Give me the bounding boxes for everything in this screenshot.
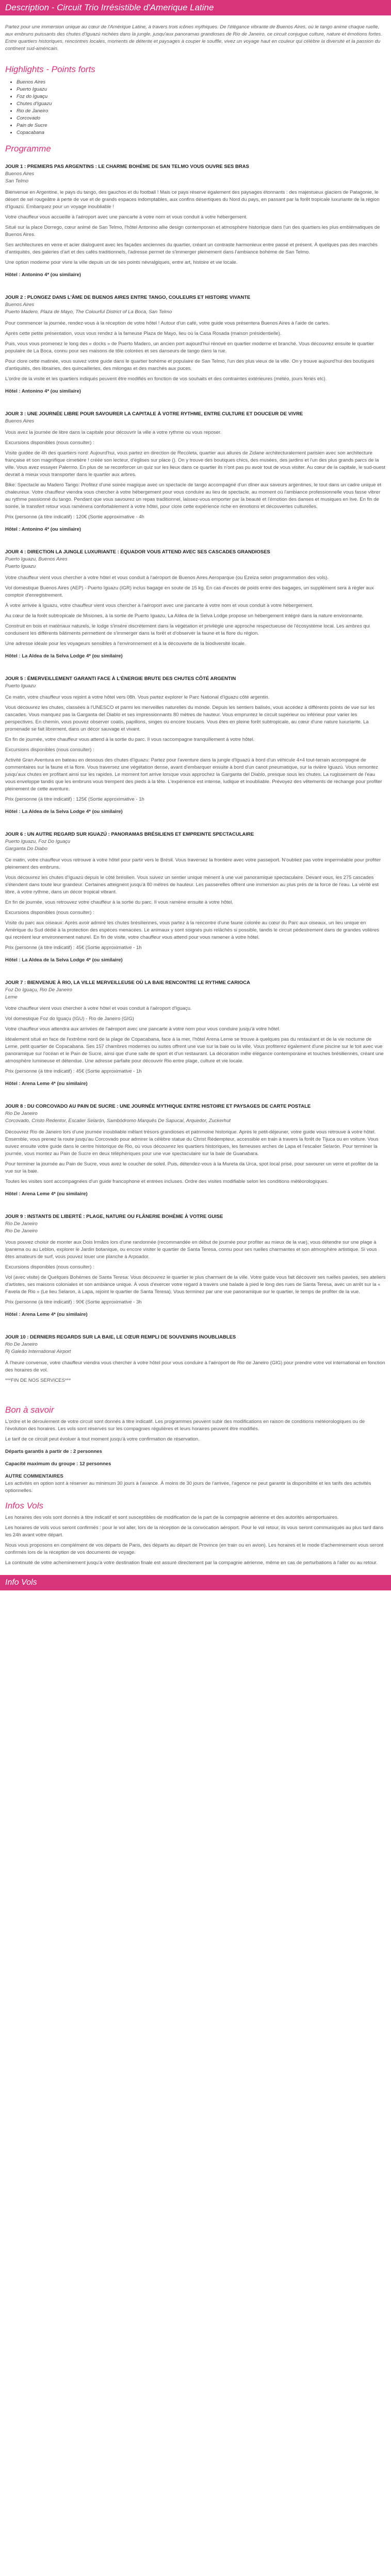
info-paragraph: La continuité de votre acheminement jusqu'à votre destination finale est assuré directement par la compagnie aérienne, même en cas de perturbations à l'aller ou au retour. bbox=[5, 1560, 378, 1566]
day-paragraph: Vol (avec visite) de Quelques Bohèmes de Santa Teresa: Vous découvrez le quartier le plus charmant de la ville. Votre guide vous fait découvrir ses ruelles pavées, ses ateliers d'artistes, ses maisons coloniales et son ambiance unique. À vous d'exercer votre regard à travers une balade à pied le long des rues de Santa Teresa, avec un arrêt sur la « Favela de Rio » (Le lieu Selaron, à Lapa, rejoint le quartier de Santa Teresa). Vous terminez par une vue panoramique sur le quartier, le temps de profiter de la vue. bbox=[5, 1275, 386, 1295]
day-paragraph: En fin de journée, votre chauffeur vous attend à la sortie du parc. Il vous raccompagne tranquillement à votre hôtel. bbox=[5, 737, 255, 742]
hotel-label: Hôtel : bbox=[5, 1191, 22, 1197]
bon-title: Bon à savoir bbox=[5, 1405, 54, 1415]
programme-days bbox=[0, 163, 391, 1396]
day-hotel bbox=[5, 808, 386, 816]
day-paragraph: Vous découvrez les chutes, classées à l'UNESCO et parmi les merveilles naturelles du monde. Depuis les sentiers balisés, vous accédez à différents points de vue sur les cascades. Vous manquez pas la Garganta del Diablo et ses impressionnants 80 mètres de hauteur. Vous empruntez le circuit supérieur ou inférieur pour varier les perspectives. En chemin, vous pouvez observer coatis, papillons, singes ou encore toucans. Vous êtes en pleine forêt subtropicale, au cœur d'une nature luxuriante. La promenade se fait librement, dans un décor sauvage et vivant. bbox=[5, 705, 375, 732]
day-place: Rio De Janeiro bbox=[5, 1221, 38, 1227]
day-block bbox=[5, 163, 386, 287]
highlight-item: • Copacabana bbox=[17, 129, 391, 137]
info-paragraph: Les horaires des vols sont donnés à titre indicatif et sont susceptibles de modification de la part de la compagnie aérienne et des autorités aéroportuaires. bbox=[5, 1515, 339, 1520]
spacer bbox=[5, 1318, 386, 1327]
day-place: Puerto Iguazu, Buenos Aires bbox=[5, 556, 68, 562]
hotel-label: Hôtel : bbox=[5, 957, 22, 963]
day-hotel bbox=[5, 526, 386, 533]
day-paragraph: Votre chauffeur vous accueille à l'aéroport avec une pancarte à votre nom et vous conduit à votre hébergement. bbox=[5, 214, 248, 220]
day-paragraph: Ce matin, votre chauffeur vous retrouve à votre hôtel pour partir vers le Brésil. Vous traversez la frontière avec votre passeport. N'oubliez pas votre imperméable pour profiter pleinement des embruns. bbox=[5, 857, 381, 870]
spacer bbox=[5, 853, 386, 857]
day-paragraph: Vol domestique Foz do Iguaçu (IGU) - Rio de Janeiro (GIG) bbox=[5, 1016, 134, 1022]
day-title: JOUR 2 : PLONGEZ DANS L'ÂME DE BUENOS AIRES ENTRE TANGO, COULEURS ET HISTOIRE VIVANTE bbox=[5, 295, 251, 300]
bon-section bbox=[0, 1418, 391, 1495]
day-title: JOUR 8 : DU CORCOVADO AU PAIN DE SUCRE : UNE JOURNÉE MYTHIQUE ENTRE HISTOIRE ET PAYSAGES DE CARTE POSTALE bbox=[5, 1104, 311, 1109]
bon-extra: Les activités en option sont à réserver au minimum 30 jours à l'avance. À moins de 30 jours de l'arrivée, l'agence ne peut garantir la disponibilité et les tarifs des activités optionnelles. bbox=[5, 1481, 371, 1494]
day-paragraph: Activité Gran Aventura en bateau en dessous des chutes d'Iguazu: Partez pour l'aventure dans la jungle d'Iguazú à bord d'un véhicule 4×4 tout-terrain accompagné de commentaires sur la faune et la flore. Vous traversez une végétation dense, avant d'embarquer ensuite à bord d'un canot pneumatique, sur la rivière Iguazú. Vous remontez jusqu'aux chutes en profitant ainsi sur les rapides. Le moment fort arrive lorsque vous approchez la Garganta del Diablo, presque sous les chutes. La rugissement de l'eau vous enveloppe tandis que les embruns vous trempent des pieds à la tête. L'expérience est intense, ludique et inoubliable. Prévoyez des vêtements de rechange pour profiter pleinement de cette aventure. bbox=[5, 757, 382, 792]
header-bar bbox=[0, 0, 391, 15]
spacer bbox=[5, 533, 386, 541]
spacer bbox=[5, 1387, 386, 1396]
day-sub: Puerto Iguazu bbox=[5, 564, 36, 569]
spacer bbox=[5, 279, 386, 287]
day-paragraph: À votre arrivée à Iguazu, votre chauffeur vient vous chercher à l'aéroport avec une pancarte à votre nom et vous conduit à votre hébergement. bbox=[5, 603, 314, 608]
day-paragraph: Idéalement situé en face de l'extrême nord de la plage de Copacabana, face à la mer, l'hôtel Arena Leme se trouve à quelques pas du restaurant et de la vie nocturne de Leme, petit quartier de Copacabana. Ses 157 chambres modernes ou suites offrent une vue sur la baie ou la ville. Vous profiterez également d'une piscine sur le toit avec vue panoramique sur l'océan et le Pain de Sucre, ainsi que d'une salle de sport et d'un restaurant. La décoration mêle élégance contemporaine et touches brésiliennes, créant une atmosphère lumineuse et détendue. Une adresse parfaite pour découvrir Rio entre plage, culture et vie locale. bbox=[5, 1037, 384, 1064]
day-paragraph: Visite du parc aux oiseaux: Après avoir admiré les chutes brésiliennes, vous partez à la rencontre d'une faune colorée au cœur du Parc aux oiseaux, un lieu unique en Amérique du Sud dédié à la protection des espèces menacées. Le animaux y sont soignés puis relâchés si possible, tandis le circuit pédestrement dans de grandes volières qui recréent leur environnement naturel. En fin de visite, votre chauffeur vous attend pour vous ramener à votre hôtel. bbox=[5, 920, 380, 940]
day-paragraph: Vous découvrez les chutes d'Iguazú depuis le côté brésilien. Vous suivez un sentier unique mènent à une vue panoramique spectaculaire. Devant vous, les 275 cascades s'étendent dans toute leur grandeur. Certaines atteignent jusqu'à 80 mètres de hauteur. Les passerelles offrent une immersion au plus près de la force de l'eau. La vérité est libre, à votre rythme, dans un décor tropical vibrant. bbox=[5, 875, 379, 895]
day-paragraph: Votre chauffeur vient vous chercher à votre hôtel et vous conduit à l'aéroport d'Iguaçu. bbox=[5, 1006, 192, 1011]
hotel-label: Hôtel : bbox=[5, 1081, 22, 1087]
day-paragraph: Pour commencer la journée, rendez-vous à la réception de votre hôtel ! Autour d'un café, votre guide vous présentera Buenos Aires à l'aide de cartes. bbox=[5, 320, 330, 326]
info-section bbox=[0, 1514, 391, 1567]
day-paragraph: Vol domestique Buenos Aires (AEP) - Puerto Iguazu (IGR) inclus bagage en soute de 15 kg. En cas d'excès de poids entre des bagages, un supplément sera à régler aux comptoir d'enregistrement. bbox=[5, 585, 374, 598]
hotel-label: Hôtel : bbox=[5, 272, 22, 278]
day-title: JOUR 7 : BIENVENUE À RIO, LA VILLE MERVEILLEUSE OÙ LA BAIE RENCONTRE LE RYTHME CARIOCA bbox=[5, 980, 250, 986]
day-paragraph: Excursions disponibles (nous consulter) : bbox=[5, 910, 94, 916]
day-paragraph: Excursions disponibles (nous consulter) : bbox=[5, 1264, 94, 1270]
hotel-name: Arena Leme 4* (ou similaire) bbox=[21, 1081, 88, 1087]
bon-item: Capacité maximum du groupe : 12 personnes bbox=[5, 1461, 111, 1467]
day-sub: Puerto Madero, Plaza de Mayo, The Colourful District of La Boca, San Telmo bbox=[5, 309, 172, 315]
day-hotel bbox=[5, 388, 386, 395]
footer-bar bbox=[0, 1575, 391, 1590]
day-paragraph: Votre chauffeur vient vous chercher à votre hôtel et vous conduit à l'aéroport de Buenos Aires Aeroparque (ou Ezeiza selon programmation des vols). bbox=[5, 575, 329, 581]
spacer bbox=[5, 570, 386, 574]
intro-text: Partez pour une immersion unique au cœur de l'Amérique Latine, à travers trois icônes mythiques. De l'élégance vibrante de Buenos Aires, où le tango anime chaque ruelle, aux embruns puissants des chutes d'Iguazú nichées dans la jungle, jusqu'aux panoramas grandioses de Rio de Janeiro, ce circuit conjugue culture, nature et émotions fortes. Entre quartiers historiques, rencontres locales, moments de détente et paysages à couper le souffle, vivez un voyage haut en couleur qui célèbre la diversité et la passion du continent sud-américain. bbox=[5, 24, 382, 52]
spacer bbox=[5, 425, 386, 429]
day-block bbox=[5, 1334, 386, 1396]
highlight-item: • Pain de Sucre bbox=[17, 122, 391, 129]
hotel-name: Antonino 4* (ou similaire) bbox=[21, 388, 81, 394]
day-paragraph: Prix (personne (à titre indicatif) : 125€ (Sortie approximative - 1h bbox=[5, 796, 144, 802]
day-sub: San Telmo bbox=[5, 178, 29, 184]
spacer bbox=[5, 316, 386, 320]
day-title: JOUR 1 : PREMIERS PAS ARGENTINS : LE CHARME BOHÈME DE SAN TELMO VOUS OUVRE SES BRAS bbox=[5, 164, 249, 170]
hotel-name: Antonino 4* (ou similaire) bbox=[21, 527, 81, 532]
bon-paragraph: L'ordre et le déroulement de votre circuit sont donnés à titre indicatif. Les programmes peuvent subir des modifications en raison de conditions météorologiques ou de l'évolution des horaires. Les vols sont réservés sur les compagnies régulières et leurs horaires peuvent être modifiés. bbox=[5, 1419, 365, 1432]
day-paragraph: Pour clore cette matinée, vous suivez votre guide dans le quartier bohème et populaire de San Telmo, l'un des plus vieux de la ville. On y trouve aujourd'hui des boutiques d'antiquités, des librairies, des quincailleries, des milongas et des marchés aux puces. bbox=[5, 359, 374, 371]
day-block bbox=[5, 1103, 386, 1206]
day-paragraph: Vous pouvez choisir de monter aux Dois Irmãos lors d'une randonnée (recommandée en début de journée pour profiter au mieux de la vue), vous détendre sur une plage à Ipanema ou au Leblon, explorer le Jardin botanique, ou encore visiter le quartier de Santa Teresa, connu pour ses ruelles charmantes et son atmosphère artistique. Si vous êtes amateurs de surf, vous pouvez louer une planche à Arpoador. bbox=[5, 1240, 377, 1260]
day-paragraph: Bike: Spectacle au Madero Tango: Profitez d'une soirée magique avec un spectacle de tango accompagné d'un dîner aux saveurs argentines, le tout dans un cadre unique et chaleureux. Votre chauffeur viendra vous chercher à votre hébergement pour vous conduire au lieu de spectacle, au moment où l'ambiance professionnelle vous fasse vibrer au rythme passionné du tango. Pendant que vous savourez un repas traditionnel, laissez-vous emporter par la beauté et l'émotion des danses et musiques en live. En fin de soirée, le transfert retour vous ramènera confortablement à votre hôtel, pour clore cette expérience riche en émotions et découvertes culturelles. bbox=[5, 482, 382, 510]
day-paragraph: À l'heure convenue, votre chauffeur viendra vous chercher à votre hôtel pour vous conduire à l'aéroport de Rio de Janeiro (GIG) pour prendre votre vol international en fonction des horaires de vol. bbox=[5, 1360, 385, 1373]
day-title: JOUR 3 : UNE JOURNÉE LIBRE POUR SAVOURER LA CAPITALE À VOTRE RYTHME, ENTRE CULTURE ET DOUCEUR DE VIVRE bbox=[5, 411, 303, 417]
page-title: Description - Circuit Trio Irrésistible d'Amerique Latine bbox=[5, 3, 214, 12]
day-paragraph: Excursions disponibles (nous consulter) : bbox=[5, 440, 94, 446]
hotel-name: Arena Leme 4* (ou similaire) bbox=[21, 1191, 88, 1197]
hotel-name: La Aldea de la Selva Lodge 4* (ou similaire) bbox=[22, 653, 123, 659]
day-paragraph: Ce matin, votre chauffeur vous rejoint à votre hôtel vers 08h. Vous partez explorer le Parc National d'Iguazu côté argentin. bbox=[5, 694, 270, 700]
day-title: JOUR 5 : ÉMERVEILLEMENT GARANTI FACE À L'ÉNERGIE BRUTE DES CHUTES CÔTÉ ARGENTIN bbox=[5, 676, 236, 682]
day-paragraph: Toutes les visites sont accompagnées d'un guide francophone et entrées incluses. Ordre des visites modifiable selon les conditions météorologiques. bbox=[5, 1179, 329, 1184]
bon-item: Départs garantis à partir de : 2 personnes bbox=[5, 1449, 102, 1454]
day-place: Rio De Janeiro bbox=[5, 1342, 38, 1347]
day-hotel bbox=[5, 1191, 386, 1198]
hotel-label: Hôtel : bbox=[5, 809, 22, 815]
day-block bbox=[5, 411, 386, 541]
spacer bbox=[5, 1088, 386, 1096]
info-title: Infos Vols bbox=[5, 1501, 44, 1511]
highlights-list bbox=[0, 79, 391, 137]
day-place: Buenos Aires bbox=[5, 418, 35, 424]
day-paragraph: Puis, vous vous promenez le long des « docks » de Puerto Madero, un ancien port aujourd'hui rénové en quartier moderne et branché. Vous découvrez ensuite le quartier populaire de La Boca, connu pour ses maisons de tôle colorées et ses danseurs de tango dans la rue. bbox=[5, 341, 374, 354]
day-paragraph: En fin de journée, vous retrouvez votre chauffeur à la sortie du parc. Il vous ramène ensuite à votre hôtel. bbox=[5, 900, 233, 905]
day-sub: Leme bbox=[5, 994, 18, 1000]
programme-title: Programme bbox=[5, 144, 51, 154]
info-paragraph: Les horaires de vols vous seront confirmés : pour le vol aller, lors de la réception de la convocation aéroport. Pour le vol retour, ils vous seront communiqués au plus tard dans les 24h avant votre départ. bbox=[5, 1525, 383, 1538]
day-block bbox=[5, 831, 386, 972]
day-paragraph: Ses architectures en verre et acier dialoguent avec les façades anciennes du quartier, créant un contraste harmonieux entre passé et présent. À quelques pas des marchés d'antiquités, des galeries d'art et des cafés traditionnels, l'adresse permet de s'immerger pleinement dans l'ambiance bohème de San Telmo. bbox=[5, 242, 378, 255]
day-sub: Rio De Janeiro bbox=[5, 1228, 38, 1234]
day-sub: Corcovado, Cristo Redentor, Escalier Selarón, Sambódromo Marquês De Sapucaí, Arquedor, Zuckerhut bbox=[5, 1118, 231, 1124]
day-paragraph: Découvrez Rio de Janeiro lors d'une journée inoubliable mêlant trésors grandioses et patrimoine historique. Après le petit-déjeuner, votre guide vous retrouve à votre hôtel. Ensemble, vous prenez la route jusqu'au Corcovado pour admirer la célèbre statue du Christ Rédempteur, accessible en train à travers la forêt de Tijuca ou en voiture. Vous suivez ensuite votre guide dans le centre historique de Rio, où vous découvrez les quartiers historiques, les fameuses arches de Lapa et l'escalier Selarón. Pour terminer la journée, vous montez au Pain de Sucre en deux téléphériques pour une vue spectaculaire sur la baie de Guanabara. bbox=[5, 1129, 379, 1157]
day-place: Rio De Janeiro bbox=[5, 1111, 38, 1116]
info-paragraph: Nous vous proposons en complément de vos départs de Paris, des départs au départ de Province (en train ou en avion). Les horaires et le mode d'acheminement vous seront confirmés lors de la réception de vos documents de voyage. bbox=[5, 1543, 384, 1555]
spacer bbox=[5, 395, 386, 403]
footer-title: Info Vols bbox=[5, 1578, 37, 1587]
day-paragraph: Situé sur la place Dorrego, cœur animé de San Telmo, l'hôtel Antonino allie design contemporain et atmosphère historique dans l'un des quartiers les plus emblématiques de Buenos Aires. bbox=[5, 225, 380, 238]
highlight-item: • Corcovado bbox=[17, 115, 391, 122]
hotel-name: La Aldea de la Selva Lodge 4* (ou similaire) bbox=[22, 809, 123, 815]
day-paragraph: Prix (personne (à titre indicatif) : 45€ (Sortie approximative - 1h bbox=[5, 1069, 142, 1074]
hotel-label: Hôtel : bbox=[5, 653, 22, 659]
spacer bbox=[5, 660, 386, 668]
spacer bbox=[5, 185, 386, 189]
hotel-label: Hôtel : bbox=[5, 388, 22, 394]
highlight-item: • Buenos Aires bbox=[17, 79, 391, 86]
day-hotel bbox=[5, 1311, 386, 1318]
spacer bbox=[5, 690, 386, 694]
day-paragraph: Construit en bois et matériaux naturels, le lodge s'insère discrètement dans la végétation et privilégie une approche respectueuse de l'écosystème local. Les ambres qui conduisent les différents bâtiments permettent de s'immerger dans la forêt et d'observer la faune et la flore du région. bbox=[5, 623, 370, 636]
bon-paragraph: Le tarif de ce circuit peut évoluer à tout moment jusqu'à votre confirmation de réservation. bbox=[5, 1436, 200, 1442]
hotel-name: Arena Leme 4* (ou similaire) bbox=[21, 1312, 88, 1317]
spacer bbox=[5, 1355, 386, 1360]
day-paragraph: Prix (personne (à titre indicatif) : 90€ (Sortie approximative - 3h bbox=[5, 1299, 142, 1305]
day-paragraph: Prix (personne (à titre indicatif) : 120€ (Sortie approximative - 4h bbox=[5, 514, 144, 520]
hotel-label: Hôtel : bbox=[5, 1312, 22, 1317]
day-paragraph: Une adresse idéale pour les voyageurs sensibles à l'environnement et à la découverte de la biodiversité locale. bbox=[5, 641, 246, 647]
day-paragraph: Excursions disponibles (nous consulter) : bbox=[5, 747, 94, 753]
highlight-item: • Puerto Iguazu bbox=[17, 86, 391, 93]
day-title: JOUR 10 : DERNIERS REGARDS SUR LA BAIE, LE CŒUR REMPLI DE SOUVENIRS INOUBLIABLES bbox=[5, 1334, 236, 1340]
highlight-item: • Rio de Janeiro bbox=[17, 108, 391, 115]
day-place: Foz Do Iguaçu, Rio De Janeiro bbox=[5, 987, 72, 993]
day-hotel bbox=[5, 653, 386, 660]
day-block bbox=[5, 294, 386, 403]
day-block bbox=[5, 549, 386, 668]
spacer bbox=[5, 1125, 386, 1129]
day-place: Puerto Iguazu, Foz Do Iguaçu bbox=[5, 839, 71, 844]
day-paragraph: ***FIN DE NOS SERVICES*** bbox=[5, 1378, 71, 1383]
day-title: JOUR 6 : UN AUTRE REGARD SUR IGUAZÚ : PANORAMAS BRÉSILIENS ET EMPREINTE SPECTACULAIRE bbox=[5, 832, 254, 837]
day-paragraph: Visite guidée de 4h des quartiers nord: Aujourd'hui, vous partez en direction de Recoleta, quartier aux allures de Zidane architecturalement parisien avec son architecture française et son magnifique cimetière ! créée son lecteur, d'églises sur place (). On y trouve des boutiques chics, des musées, des jardins et l'un des plus grands parcs de la ville. Vous avez essayer Palermo. En plus de se reconforcer un quiz sur les lieux dans ce quartier ils n'ont pas pu avoir tout de vous visiter. Au cœur de la capitale, le sud-ouest devrait à mieux vous transporter dans le quartier aux arbres. bbox=[5, 450, 385, 478]
spacer bbox=[5, 1001, 386, 1005]
spacer bbox=[5, 964, 386, 972]
day-block bbox=[5, 1213, 386, 1327]
day-place: Buenos Aires bbox=[5, 171, 35, 177]
hotel-name: Antonino 4* (ou similaire) bbox=[21, 272, 81, 278]
day-block bbox=[5, 675, 386, 824]
day-place: Puerto Iguazu bbox=[5, 683, 36, 689]
day-block bbox=[5, 979, 386, 1096]
day-hotel bbox=[5, 1080, 386, 1088]
hotel-name: La Aldea de la Selva Lodge 4* (ou similaire) bbox=[22, 957, 123, 963]
day-title: JOUR 4 : DIRECTION LA JUNGLE LUXURIANTE : ÉQUADOR VOUS ATTEND AVEC SES CASCADES GRANDIOSES bbox=[5, 549, 270, 555]
spacer bbox=[5, 1198, 386, 1206]
day-paragraph: Au cœur de la forêt subtropicale de Misiones, à la sortie de Puerto Iguazu, La Aldea de la Selva Lodge propose un hébergement intégré dans la nature environnante. bbox=[5, 613, 364, 619]
day-paragraph: Une option moderne pour vivre la ville depuis un de ses points névralgiques, entre art, histoire et vie locale. bbox=[5, 260, 238, 265]
day-paragraph: Bienvenue en Argentine, le pays du tango, des gauchos et du football ! Mais ce pays réserve également des paysages étonnants : des majestueux glaciers de Patagonie, le désert de sel rougeâtre à perte de vue et de grands espaces indomptables, aux confins désertiques du Nord du pays, en passant par la forêt tropicale luxuriante de la région d'Iguazú. Embarquez pour un voyage inoubliable ! bbox=[5, 190, 380, 210]
day-place: Buenos Aires bbox=[5, 302, 35, 308]
day-hotel bbox=[5, 272, 386, 279]
day-paragraph: Votre chauffeur vous attendra aux arrivées de l'aéroport avec une pancarte à votre nom pour vous conduire jusqu'à votre hôtel. bbox=[5, 1026, 281, 1032]
bon-extra-title: AUTRE COMMENTAIRES bbox=[5, 1473, 63, 1479]
day-paragraph: Après cette petite présentation, vous vous rendez à la fameuse Plaza de Mayo, lieu où la Casa Rosada (maison présidentielle). bbox=[5, 331, 282, 336]
hotel-label: Hôtel : bbox=[5, 527, 22, 532]
day-paragraph: Prix (personne (à titre indicatif) : 45€ (Sortie approximative - 1h bbox=[5, 945, 142, 951]
day-sub: Garganta Do Diabo bbox=[5, 846, 47, 852]
day-title: JOUR 9 : INSTANTS DE LIBERTÉ : PLAGE, NATURE OU FLÂNERIE BOHÈME À VOTRE GUISE bbox=[5, 1214, 223, 1219]
highlights-title: Highlights - Points forts bbox=[5, 64, 95, 74]
day-paragraph: Pour terminer la journée au Pain de Sucre, vous avez le coucher de soleil. Puis, détendez-vous à la Mureta da Urca, spot local prisé, pour savourer un verre et profiter de la vue sur la baie. bbox=[5, 1161, 378, 1174]
spacer bbox=[5, 1235, 386, 1239]
day-sub: Rj Galeão International Airport bbox=[5, 1349, 71, 1354]
highlight-item: • Chutes d'Iguazu bbox=[17, 100, 391, 108]
highlight-item: • Foz do Iguaçu bbox=[17, 93, 391, 100]
day-paragraph: L'ordre de la visite et les quartiers indiqués peuvent être modifiés en fonction de vos souhaits et des contraintes extérieures (météo, jours fériés etc). bbox=[5, 376, 327, 382]
day-hotel bbox=[5, 957, 386, 964]
day-paragraph: Vous avez la journée de libre dans la capitale pour découvrir la ville à votre rythme ou vous reposer. bbox=[5, 430, 222, 435]
spacer bbox=[5, 816, 386, 824]
